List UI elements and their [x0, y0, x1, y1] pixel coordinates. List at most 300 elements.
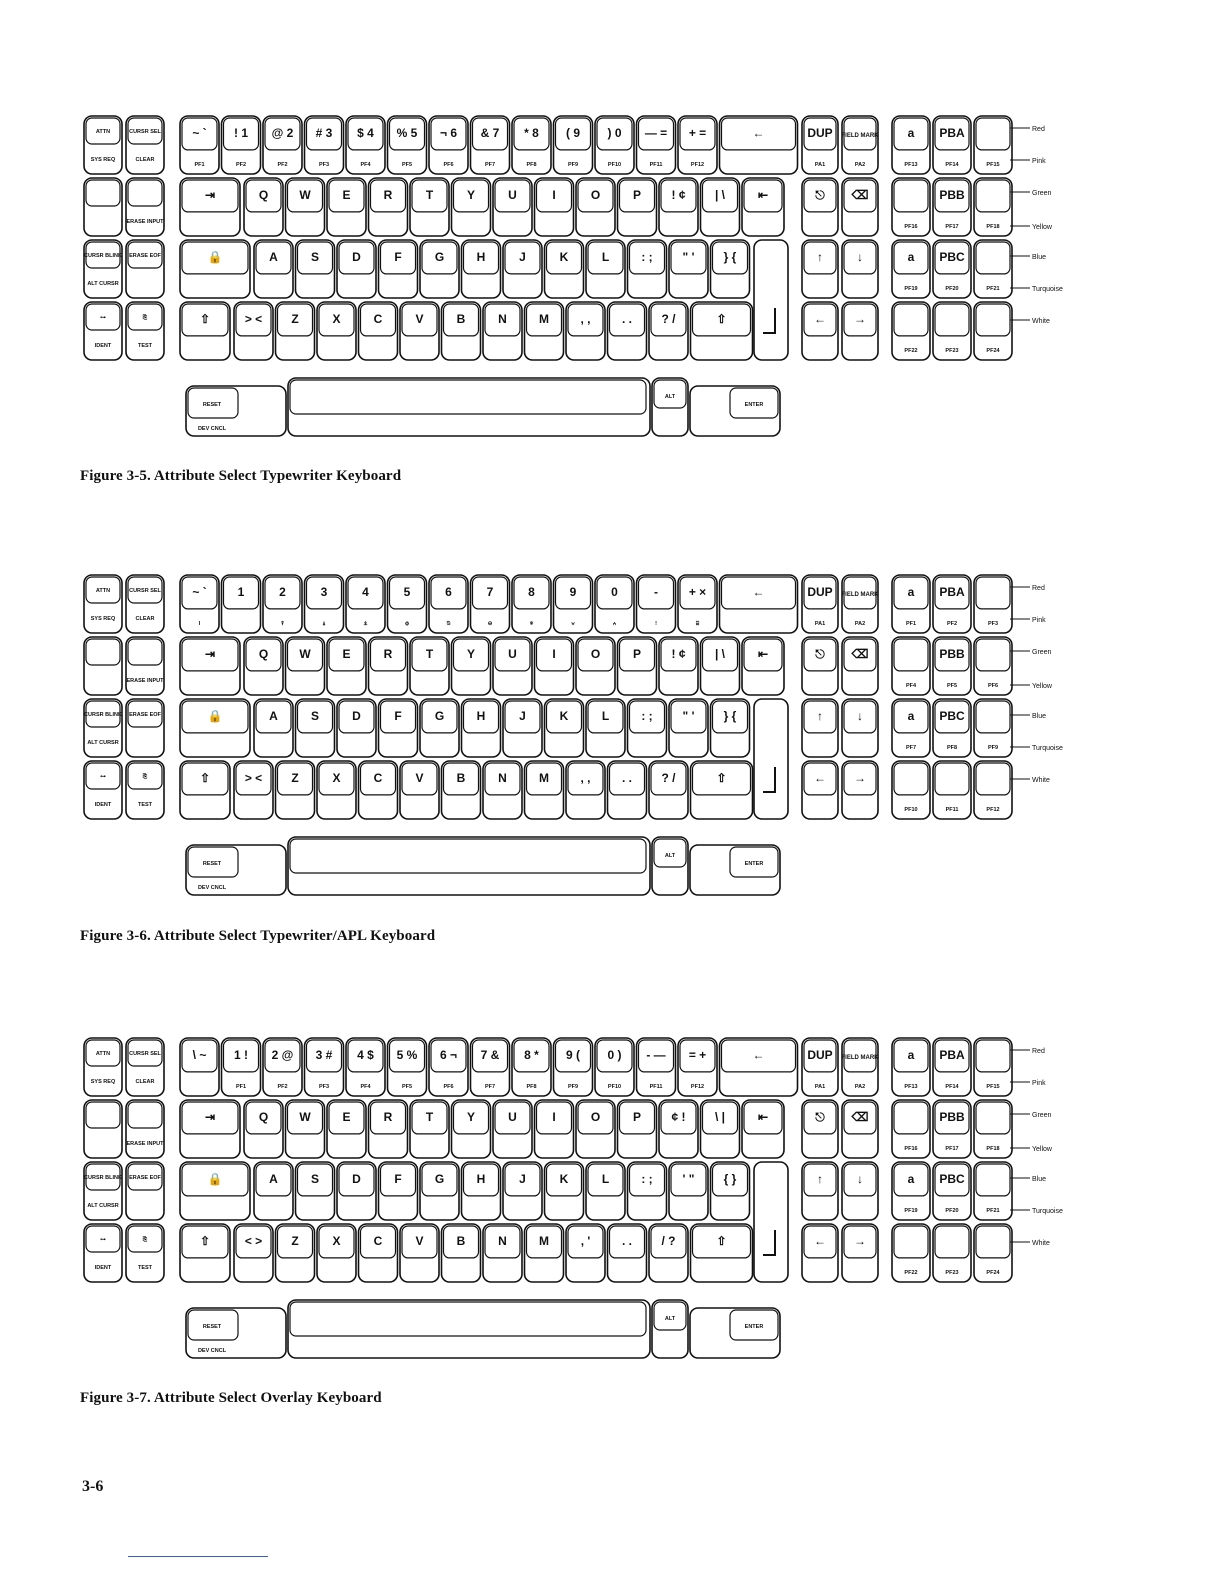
key-legend: @ 2 [271, 125, 294, 140]
letter-key[interactable] [493, 637, 532, 695]
pf-key[interactable] [974, 1100, 1012, 1158]
key-legend: 3 # [315, 1047, 333, 1062]
cursor-key[interactable] [802, 761, 838, 819]
letter-key[interactable] [400, 302, 439, 360]
pf-key[interactable] [933, 116, 971, 174]
function-key[interactable] [126, 1162, 164, 1220]
letter-key[interactable] [276, 761, 315, 819]
backspace-key[interactable] [720, 116, 798, 174]
letter-key[interactable] [545, 1162, 584, 1220]
letter-key[interactable] [701, 637, 740, 695]
letter-key[interactable] [608, 761, 647, 819]
letter-key[interactable] [234, 761, 273, 819]
pf-key[interactable] [974, 302, 1012, 360]
letter-key[interactable] [369, 637, 408, 695]
shift-key[interactable] [180, 302, 230, 360]
key-sub-legend: ⍟ [529, 620, 534, 627]
pf-key[interactable] [974, 1162, 1012, 1220]
pf-key[interactable] [933, 240, 971, 298]
pf-key[interactable] [892, 699, 930, 757]
letter-key[interactable] [327, 178, 366, 236]
number-key[interactable] [554, 1038, 593, 1096]
letter-key[interactable] [234, 302, 273, 360]
space-bar[interactable] [288, 1300, 650, 1358]
number-key[interactable] [346, 1038, 385, 1096]
number-key[interactable] [471, 575, 510, 633]
letter-key[interactable] [286, 1100, 325, 1158]
number-key[interactable] [678, 575, 717, 633]
letter-key[interactable] [254, 1162, 293, 1220]
reset-key[interactable] [186, 1308, 286, 1358]
function-key[interactable] [126, 1100, 164, 1158]
letter-key[interactable] [618, 178, 657, 236]
number-key[interactable] [263, 1038, 302, 1096]
number-key[interactable] [512, 575, 551, 633]
letter-key[interactable] [359, 1224, 398, 1282]
pf-key[interactable] [892, 178, 930, 236]
letter-key[interactable] [576, 1100, 615, 1158]
key-legend: 1 [237, 584, 245, 599]
key-legend: ⇧ [716, 770, 727, 785]
function-key-label: IDENT [94, 343, 112, 349]
number-key[interactable] [305, 116, 344, 174]
letter-key[interactable] [483, 1224, 522, 1282]
key-legend: ⌫ [851, 187, 869, 202]
number-key[interactable] [595, 1038, 634, 1096]
cursor-key[interactable] [802, 178, 838, 236]
number-key[interactable] [471, 116, 510, 174]
number-key[interactable] [180, 116, 219, 174]
function-key[interactable] [84, 240, 122, 298]
function-key[interactable] [126, 699, 164, 757]
number-key[interactable] [305, 575, 344, 633]
color-label: Green [1032, 649, 1052, 656]
pf-key[interactable] [974, 1038, 1012, 1096]
reset-key[interactable] [186, 386, 286, 436]
letter-key[interactable] [317, 1224, 356, 1282]
letter-key[interactable] [296, 699, 335, 757]
pf-key[interactable] [933, 302, 971, 360]
number-key[interactable] [471, 1038, 510, 1096]
letter-key[interactable] [327, 1100, 366, 1158]
pf-key[interactable] [974, 178, 1012, 236]
cursor-key[interactable] [842, 302, 878, 360]
key-legend: 5 [403, 584, 411, 599]
letter-key[interactable] [618, 1100, 657, 1158]
shift-key[interactable] [691, 302, 753, 360]
cursor-key[interactable] [842, 1224, 878, 1282]
key-sub-legend: PF5 [946, 682, 958, 689]
letter-key[interactable] [379, 699, 418, 757]
number-key[interactable] [388, 575, 427, 633]
key-legend: H [476, 708, 486, 723]
number-key[interactable] [637, 1038, 676, 1096]
cursor-key[interactable] [802, 1100, 838, 1158]
function-key[interactable] [126, 761, 164, 819]
key-legend: FIELD MARK [841, 1054, 879, 1061]
cursor-key[interactable] [802, 1224, 838, 1282]
cursor-key[interactable] [802, 1038, 838, 1096]
letter-key[interactable] [254, 240, 293, 298]
function-key[interactable] [126, 178, 164, 236]
letter-key[interactable] [369, 1100, 408, 1158]
number-key[interactable] [512, 1038, 551, 1096]
key-legend: & 7 [480, 125, 500, 140]
letter-key[interactable] [400, 1224, 439, 1282]
pf-key[interactable] [974, 699, 1012, 757]
color-label: White [1032, 1240, 1050, 1247]
letter-key[interactable] [462, 699, 501, 757]
pf-key[interactable] [892, 575, 930, 633]
number-key[interactable] [222, 575, 261, 633]
letter-key[interactable] [327, 637, 366, 695]
pf-key[interactable] [892, 637, 930, 695]
letter-key[interactable] [525, 302, 564, 360]
letter-key[interactable] [420, 699, 459, 757]
letter-key[interactable] [586, 1162, 625, 1220]
pf-key[interactable] [933, 637, 971, 695]
newline-key[interactable] [742, 637, 784, 695]
letter-key[interactable] [711, 240, 750, 298]
pf-key[interactable] [933, 1038, 971, 1096]
shift-key[interactable] [691, 761, 753, 819]
function-key[interactable] [84, 761, 122, 819]
pf-key[interactable] [974, 761, 1012, 819]
function-key[interactable] [126, 302, 164, 360]
letter-key[interactable] [254, 699, 293, 757]
pf-key[interactable] [974, 240, 1012, 298]
letter-key[interactable] [452, 178, 491, 236]
pf-key[interactable] [892, 302, 930, 360]
letter-key[interactable] [535, 178, 574, 236]
alt-key[interactable] [652, 378, 688, 436]
letter-key[interactable] [420, 240, 459, 298]
pf-key[interactable] [933, 699, 971, 757]
letter-key[interactable] [276, 302, 315, 360]
newline-key[interactable] [742, 178, 784, 236]
key-sub-legend: PF20 [945, 1207, 959, 1214]
number-key[interactable] [678, 116, 717, 174]
letter-key[interactable] [535, 1100, 574, 1158]
number-key[interactable] [263, 575, 302, 633]
reset-key[interactable] [186, 845, 286, 895]
number-key[interactable] [595, 116, 634, 174]
pf-key[interactable] [933, 1162, 971, 1220]
letter-key[interactable] [586, 240, 625, 298]
number-key[interactable] [388, 116, 427, 174]
letter-key[interactable] [337, 1162, 376, 1220]
function-key[interactable] [84, 637, 122, 695]
pf-key[interactable] [892, 1038, 930, 1096]
letter-key[interactable] [503, 240, 542, 298]
letter-key[interactable] [628, 1162, 667, 1220]
function-key[interactable] [84, 699, 122, 757]
cursor-key[interactable] [802, 240, 838, 298]
function-key[interactable] [126, 1224, 164, 1282]
key-legend: ⇧ [716, 311, 727, 326]
pf-key[interactable] [892, 1224, 930, 1282]
number-key[interactable] [429, 116, 468, 174]
backspace-key[interactable] [720, 1038, 798, 1096]
function-key[interactable] [84, 1162, 122, 1220]
letter-key[interactable] [337, 240, 376, 298]
function-key-label: SYS REQ [90, 616, 116, 622]
letter-key[interactable] [659, 1100, 698, 1158]
letter-key[interactable] [525, 1224, 564, 1282]
letter-key[interactable] [576, 637, 615, 695]
pf-key[interactable] [933, 178, 971, 236]
key-legend: PBB [939, 187, 965, 202]
cursor-key[interactable] [802, 637, 838, 695]
function-key-label: CURSR BLINK [84, 1175, 122, 1181]
pf-key[interactable] [974, 1224, 1012, 1282]
letter-key[interactable] [286, 178, 325, 236]
cursor-key[interactable] [842, 1162, 878, 1220]
cursor-key[interactable] [802, 116, 838, 174]
letter-key[interactable] [379, 1162, 418, 1220]
key-legend: 7 [486, 584, 494, 599]
letter-key[interactable] [452, 637, 491, 695]
number-key[interactable] [429, 575, 468, 633]
letter-key[interactable] [711, 1162, 750, 1220]
enter-label: ENTER [744, 861, 764, 867]
function-key[interactable] [84, 116, 122, 174]
key-legend: ⌫ [851, 1109, 869, 1124]
function-key[interactable] [126, 1038, 164, 1096]
letter-key[interactable] [400, 761, 439, 819]
letter-key[interactable] [545, 699, 584, 757]
letter-key[interactable] [649, 302, 688, 360]
field-exit-key[interactable] [754, 699, 788, 819]
number-key[interactable] [678, 1038, 717, 1096]
letter-key[interactable] [286, 637, 325, 695]
tab-key[interactable] [180, 1100, 240, 1158]
key-legend: ← [814, 311, 826, 326]
number-key[interactable] [554, 575, 593, 633]
alt-key[interactable] [652, 1300, 688, 1358]
letter-key[interactable] [669, 240, 708, 298]
function-key[interactable] [84, 1038, 122, 1096]
field-exit-key[interactable] [754, 240, 788, 360]
letter-key[interactable] [420, 1162, 459, 1220]
enter-key[interactable] [690, 845, 780, 895]
cursor-key[interactable] [802, 302, 838, 360]
letter-key[interactable] [359, 302, 398, 360]
letter-key[interactable] [359, 761, 398, 819]
number-key[interactable] [346, 116, 385, 174]
letter-key[interactable] [566, 1224, 605, 1282]
shift-key[interactable] [180, 761, 230, 819]
number-key[interactable] [637, 116, 676, 174]
letter-key[interactable] [244, 637, 283, 695]
cursor-key[interactable] [842, 1100, 878, 1158]
cursor-key[interactable] [802, 699, 838, 757]
shift-key[interactable] [180, 1224, 230, 1282]
letter-key[interactable] [410, 1100, 449, 1158]
cursor-key[interactable] [842, 761, 878, 819]
letter-key[interactable] [566, 302, 605, 360]
letter-key[interactable] [337, 699, 376, 757]
number-key[interactable] [180, 1038, 219, 1096]
letter-key[interactable] [452, 1100, 491, 1158]
number-key[interactable] [595, 575, 634, 633]
letter-key[interactable] [462, 240, 501, 298]
letter-key[interactable] [296, 1162, 335, 1220]
tab-key[interactable] [180, 637, 240, 695]
pf-key[interactable] [974, 575, 1012, 633]
cursor-key[interactable] [842, 1038, 880, 1096]
letter-key[interactable] [234, 1224, 273, 1282]
color-label: Yellow [1032, 1146, 1052, 1153]
letter-key[interactable] [379, 240, 418, 298]
letter-key[interactable] [659, 178, 698, 236]
letter-key[interactable] [669, 699, 708, 757]
pf-key[interactable] [892, 1100, 930, 1158]
function-key-label: CLEAR [135, 1079, 155, 1085]
letter-key[interactable] [608, 1224, 647, 1282]
number-key[interactable] [222, 116, 261, 174]
number-key[interactable] [554, 116, 593, 174]
pf-key[interactable] [892, 240, 930, 298]
cursor-key[interactable] [842, 240, 878, 298]
letter-key[interactable] [244, 1100, 283, 1158]
figure-caption: Figure 3-7. Attribute Select Overlay Keyboard [80, 1390, 382, 1406]
pf-key[interactable] [933, 761, 971, 819]
key-legend: B [456, 1233, 466, 1248]
cursor-key[interactable] [842, 116, 880, 174]
number-key[interactable] [346, 575, 385, 633]
function-key[interactable] [84, 575, 122, 633]
pf-key[interactable] [933, 1224, 971, 1282]
letter-key[interactable] [701, 178, 740, 236]
letter-key[interactable] [525, 761, 564, 819]
cursor-key[interactable] [802, 1162, 838, 1220]
function-key[interactable] [84, 1224, 122, 1282]
letter-key[interactable] [483, 761, 522, 819]
letter-key[interactable] [442, 1224, 481, 1282]
letter-key[interactable] [462, 1162, 501, 1220]
letter-key[interactable] [618, 637, 657, 695]
letter-key[interactable] [483, 302, 522, 360]
letter-key[interactable] [410, 178, 449, 236]
newline-key[interactable] [742, 1100, 784, 1158]
number-key[interactable] [429, 1038, 468, 1096]
letter-key[interactable] [711, 699, 750, 757]
number-key[interactable] [180, 575, 219, 633]
letter-key[interactable] [493, 178, 532, 236]
pf-key[interactable] [933, 575, 971, 633]
number-key[interactable] [512, 116, 551, 174]
letter-key[interactable] [503, 1162, 542, 1220]
cursor-key[interactable] [842, 575, 880, 633]
letter-key[interactable] [628, 240, 667, 298]
function-key[interactable] [84, 178, 122, 236]
letter-key[interactable] [649, 1224, 688, 1282]
pf-key[interactable] [892, 761, 930, 819]
letter-key[interactable] [317, 761, 356, 819]
key-legend: + × [688, 584, 707, 599]
number-key[interactable] [388, 1038, 427, 1096]
letter-key[interactable] [649, 761, 688, 819]
caps-lock-key[interactable] [180, 1162, 250, 1220]
key-legend: ⇤ [757, 1109, 769, 1124]
caps-lock-key[interactable] [180, 240, 250, 298]
letter-key[interactable] [503, 699, 542, 757]
letter-key[interactable] [669, 1162, 708, 1220]
key-legend: ¢ ! [671, 1109, 686, 1124]
letter-key[interactable] [545, 240, 584, 298]
function-key[interactable] [126, 637, 164, 695]
number-key[interactable] [637, 575, 676, 633]
letter-key[interactable] [442, 761, 481, 819]
field-exit-key[interactable] [754, 1162, 788, 1282]
pf-key[interactable] [974, 116, 1012, 174]
letter-key[interactable] [442, 302, 481, 360]
function-key[interactable] [84, 1100, 122, 1158]
cursor-key[interactable] [842, 637, 878, 695]
function-key[interactable] [126, 575, 164, 633]
letter-key[interactable] [628, 699, 667, 757]
number-key[interactable] [305, 1038, 344, 1096]
cursor-key[interactable] [842, 699, 878, 757]
function-key-label: CURSR SEL [129, 129, 161, 135]
enter-key[interactable] [690, 1308, 780, 1358]
key-legend: 1 ! [233, 1047, 249, 1062]
cursor-key[interactable] [802, 575, 838, 633]
key-sub-legend: I [198, 620, 201, 627]
function-key[interactable] [84, 302, 122, 360]
letter-key[interactable] [276, 1224, 315, 1282]
letter-key[interactable] [493, 1100, 532, 1158]
letter-key[interactable] [586, 699, 625, 757]
letter-key[interactable] [244, 178, 283, 236]
key-legend: Y [466, 187, 476, 202]
letter-key[interactable] [576, 178, 615, 236]
space-bar[interactable] [288, 378, 650, 436]
letter-key[interactable] [296, 240, 335, 298]
letter-key[interactable] [369, 178, 408, 236]
number-key[interactable] [222, 1038, 261, 1096]
number-key[interactable] [263, 116, 302, 174]
alt-key[interactable] [652, 837, 688, 895]
pf-key[interactable] [933, 1100, 971, 1158]
function-key-label: ERASE INPUT [126, 1141, 164, 1147]
cursor-key[interactable] [842, 178, 878, 236]
caps-lock-key[interactable] [180, 699, 250, 757]
tab-key[interactable] [180, 178, 240, 236]
color-label: Red [1032, 1048, 1045, 1055]
letter-key[interactable] [317, 302, 356, 360]
function-key[interactable] [126, 240, 164, 298]
letter-key[interactable] [608, 302, 647, 360]
key-sub-legend: PF22 [904, 1269, 918, 1276]
backspace-key[interactable] [720, 575, 798, 633]
shift-key[interactable] [691, 1224, 753, 1282]
function-key[interactable] [126, 116, 164, 174]
key-sub-legend: PF9 [567, 1083, 579, 1090]
pf-key[interactable] [974, 637, 1012, 695]
key-sub-legend: PF17 [945, 223, 959, 230]
enter-key[interactable] [690, 386, 780, 436]
letter-key[interactable] [566, 761, 605, 819]
letter-key[interactable] [410, 637, 449, 695]
pf-key[interactable] [892, 116, 930, 174]
letter-key[interactable] [535, 637, 574, 695]
letter-key[interactable] [701, 1100, 740, 1158]
letter-key[interactable] [659, 637, 698, 695]
pf-key[interactable] [892, 1162, 930, 1220]
space-bar[interactable] [288, 837, 650, 895]
